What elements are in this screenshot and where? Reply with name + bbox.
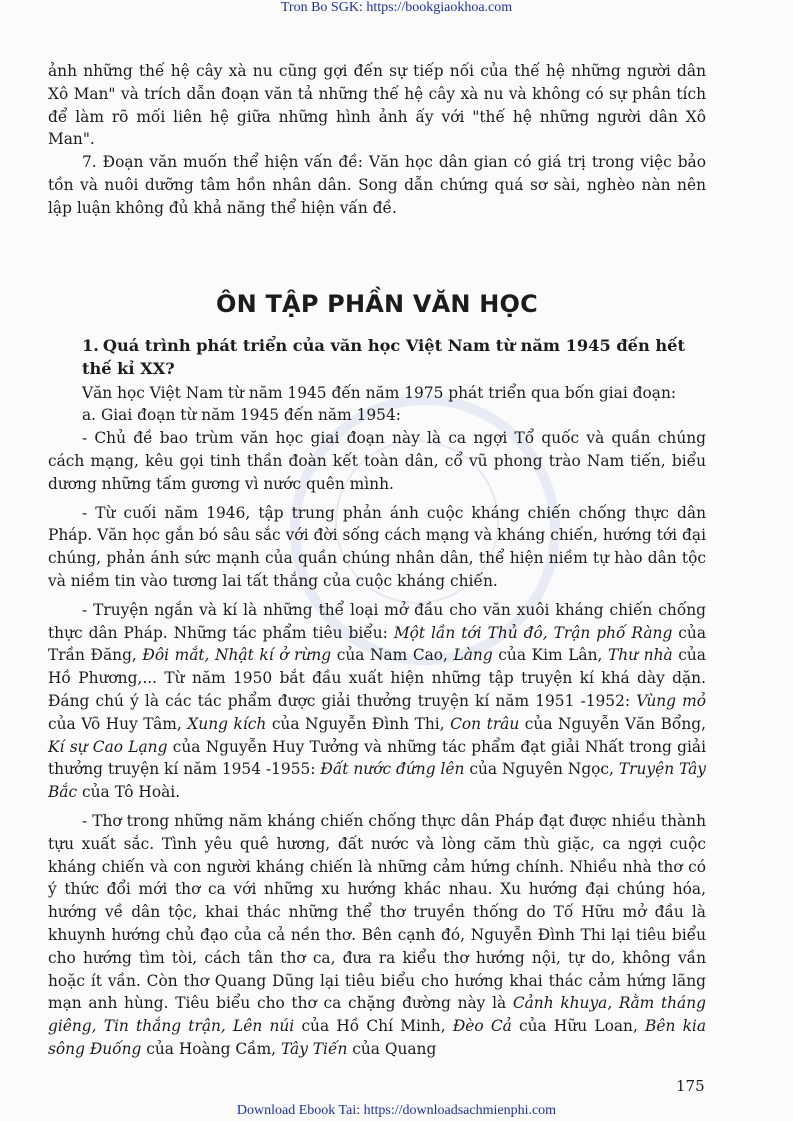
page-number: 175	[676, 1077, 705, 1095]
work-title: Truyện Tây Bắc	[48, 760, 706, 802]
paragraph-point-7: 7. Đoạn văn muốn thể hiện vấn đề: Văn học dân gian có giá trị trong việc bảo tồn và nuôi dưỡng tâm hồn nhân dân. Song dẫn chứng quá sơ sài, nghèo nàn nên lập luận không đủ khả năng thể hiện vấn đề.	[48, 153, 706, 217]
question-heading	[48, 334, 706, 380]
work-title: Bên kia sông Đuống	[48, 1017, 707, 1058]
work-title: Đất nước đứng lên	[320, 760, 465, 779]
paragraph-continued: ảnh những thế hệ cây xà nu cũng gợi đến sự tiếp nối của thế hệ những người dân Xô Man" và trích dẫn đoạn văn tả những thế hệ cây xà nu và không có sự phân tích để làm rõ mối liên hệ giữa những hình ảnh ấy với "thế hệ những người dân Xô Man".	[48, 62, 706, 149]
question-number: 1.	[82, 335, 99, 355]
intro-paragraph: Văn học Việt Nam từ năm 1945 đến năm 1975 phát triển qua bốn giai đoạn:	[82, 383, 677, 402]
work-title: Con trâu	[450, 714, 520, 733]
work-title: Kí sự Cao Lạng	[48, 737, 168, 756]
page-body	[48, 60, 706, 1061]
paragraph-theme: - Chủ đề bao trùm văn học giai đoạn này là ca ngợi Tổ quốc và quần chúng cách mạng, kêu gọi tinh thần đoàn kết toàn dân, cổ vũ phong trào Nam tiến, biểu dương những tấm gương vì nước quên mình.	[48, 429, 706, 493]
stage-a-heading: a. Giai đoạn từ năm 1945 đến năm 1954:	[82, 406, 401, 425]
paragraph-poetry: - Thơ trong những năm kháng chiến chống thực dân Pháp đạt được nhiều thành tựu xuất sắc. Tình yêu quê hương, đất nước và lòng căm thù giặc, ca ngợi cuộc kháng chiến và con người kháng chiến là những cảm hứng chính. Nhiều nhà thơ có ý thức đổi mới thơ ca với những xu hướng khác nhau. Xu hướng đại chúng hóa, hướng về dân tộc, khai thác những thể thơ truyền thống do Tố Hữu mở đầu là khuynh hướng chủ đạo của cả nền thơ. Bên cạnh đó, Nguyễn Đình Thi lại tiêu biểu cho hướng tìm tòi, cách tân thơ ca, đưa ra kiểu thơ hướng nội, tự do, không vần hoặc ít vần. Còn thơ Quang Dũng lại tiêu biểu cho hướng khai thác cảm hứng lãng mạn anh hùng. Tiêu biểu cho thơ ca chặng đường này là Cảnh khuya, Rằm tháng giêng, Tin thắng trận, Lên núi của Hồ Chí Minh, Đèo Cả của Hữu Loan, Bên kia sông Đuống của Hoàng Cầm, Tây Tiến của Quang	[48, 811, 707, 1058]
work-title: Một lần tới Thủ đô, Trận phố Ràng	[393, 623, 673, 642]
work-title: Làng	[453, 646, 493, 665]
work-title: Xung kích	[187, 714, 267, 733]
section-title: ÔN TẬP PHẦN VĂN HỌC	[216, 289, 538, 318]
work-title: Tây Tiến	[280, 1039, 348, 1058]
work-title: Vùng mỏ	[636, 691, 706, 710]
work-title: Đôi mắt, Nhật kí ở rừng	[142, 646, 332, 665]
page-header: Tron Bo SGK: https://bookgiaokhoa.com	[280, 0, 513, 15]
work-title: Thư nhà	[608, 646, 673, 665]
work-title: Đèo Cả	[452, 1017, 512, 1036]
paragraph-prose: - Truyện ngắn và kí là những thể loại mở đầu cho văn xuôi kháng chiến chống thực dân Pháp. Những tác phẩm tiêu biểu: Một lần tới Thủ đô, Trận phố Ràng của Trần Đăng, Đôi mắt, Nhật kí ở rừng của Nam Cao, Làng của Kim Lân, Thư nhà của Hồ Phương,... Từ năm 1950 bắt đầu xuất hiện những tập truyện kí khá dày dặn. Đáng chú ý là các tác phẩm được giải thưởng truyện kí năm 1951 -1952: Vùng mỏ của Võ Huy Tâm, Xung kích của Nguyễn Đình Thi, Con trâu của Nguyễn Văn Bổng, Kí sự Cao Lạng của Nguyễn Huy Tưởng và những tác phẩm đạt giải Nhất trong giải thưởng truyện kí năm 1954 -1955: Đất nước đứng lên của Nguyên Ngọc, Truyện Tây Bắc của Tô Hoài.	[48, 600, 707, 802]
question-text: Quá trình phát triển của văn học Việt Nam từ năm 1945 đến hết thế kỉ XX?	[82, 335, 685, 378]
work-title: Cảnh khuya, Rằm tháng giêng, Tin thắng trận, Lên núi	[48, 994, 706, 1036]
paragraph-resistance: - Từ cuối năm 1946, tập trung phản ánh cuộc kháng chiến chống thực dân Pháp. Văn học gắn bó sâu sắc với đời sống cách mạng và kháng chiến, hướng tới đại chúng, phản ánh sức mạnh của quần chúng nhân dân, thể hiện niềm tự hào dân tộc và niềm tin vào tương lai tất thắng của cuộc kháng chiến.	[48, 503, 706, 590]
page-footer: Download Ebook Tai: https://downloadsachmienphi.com	[236, 1103, 557, 1118]
